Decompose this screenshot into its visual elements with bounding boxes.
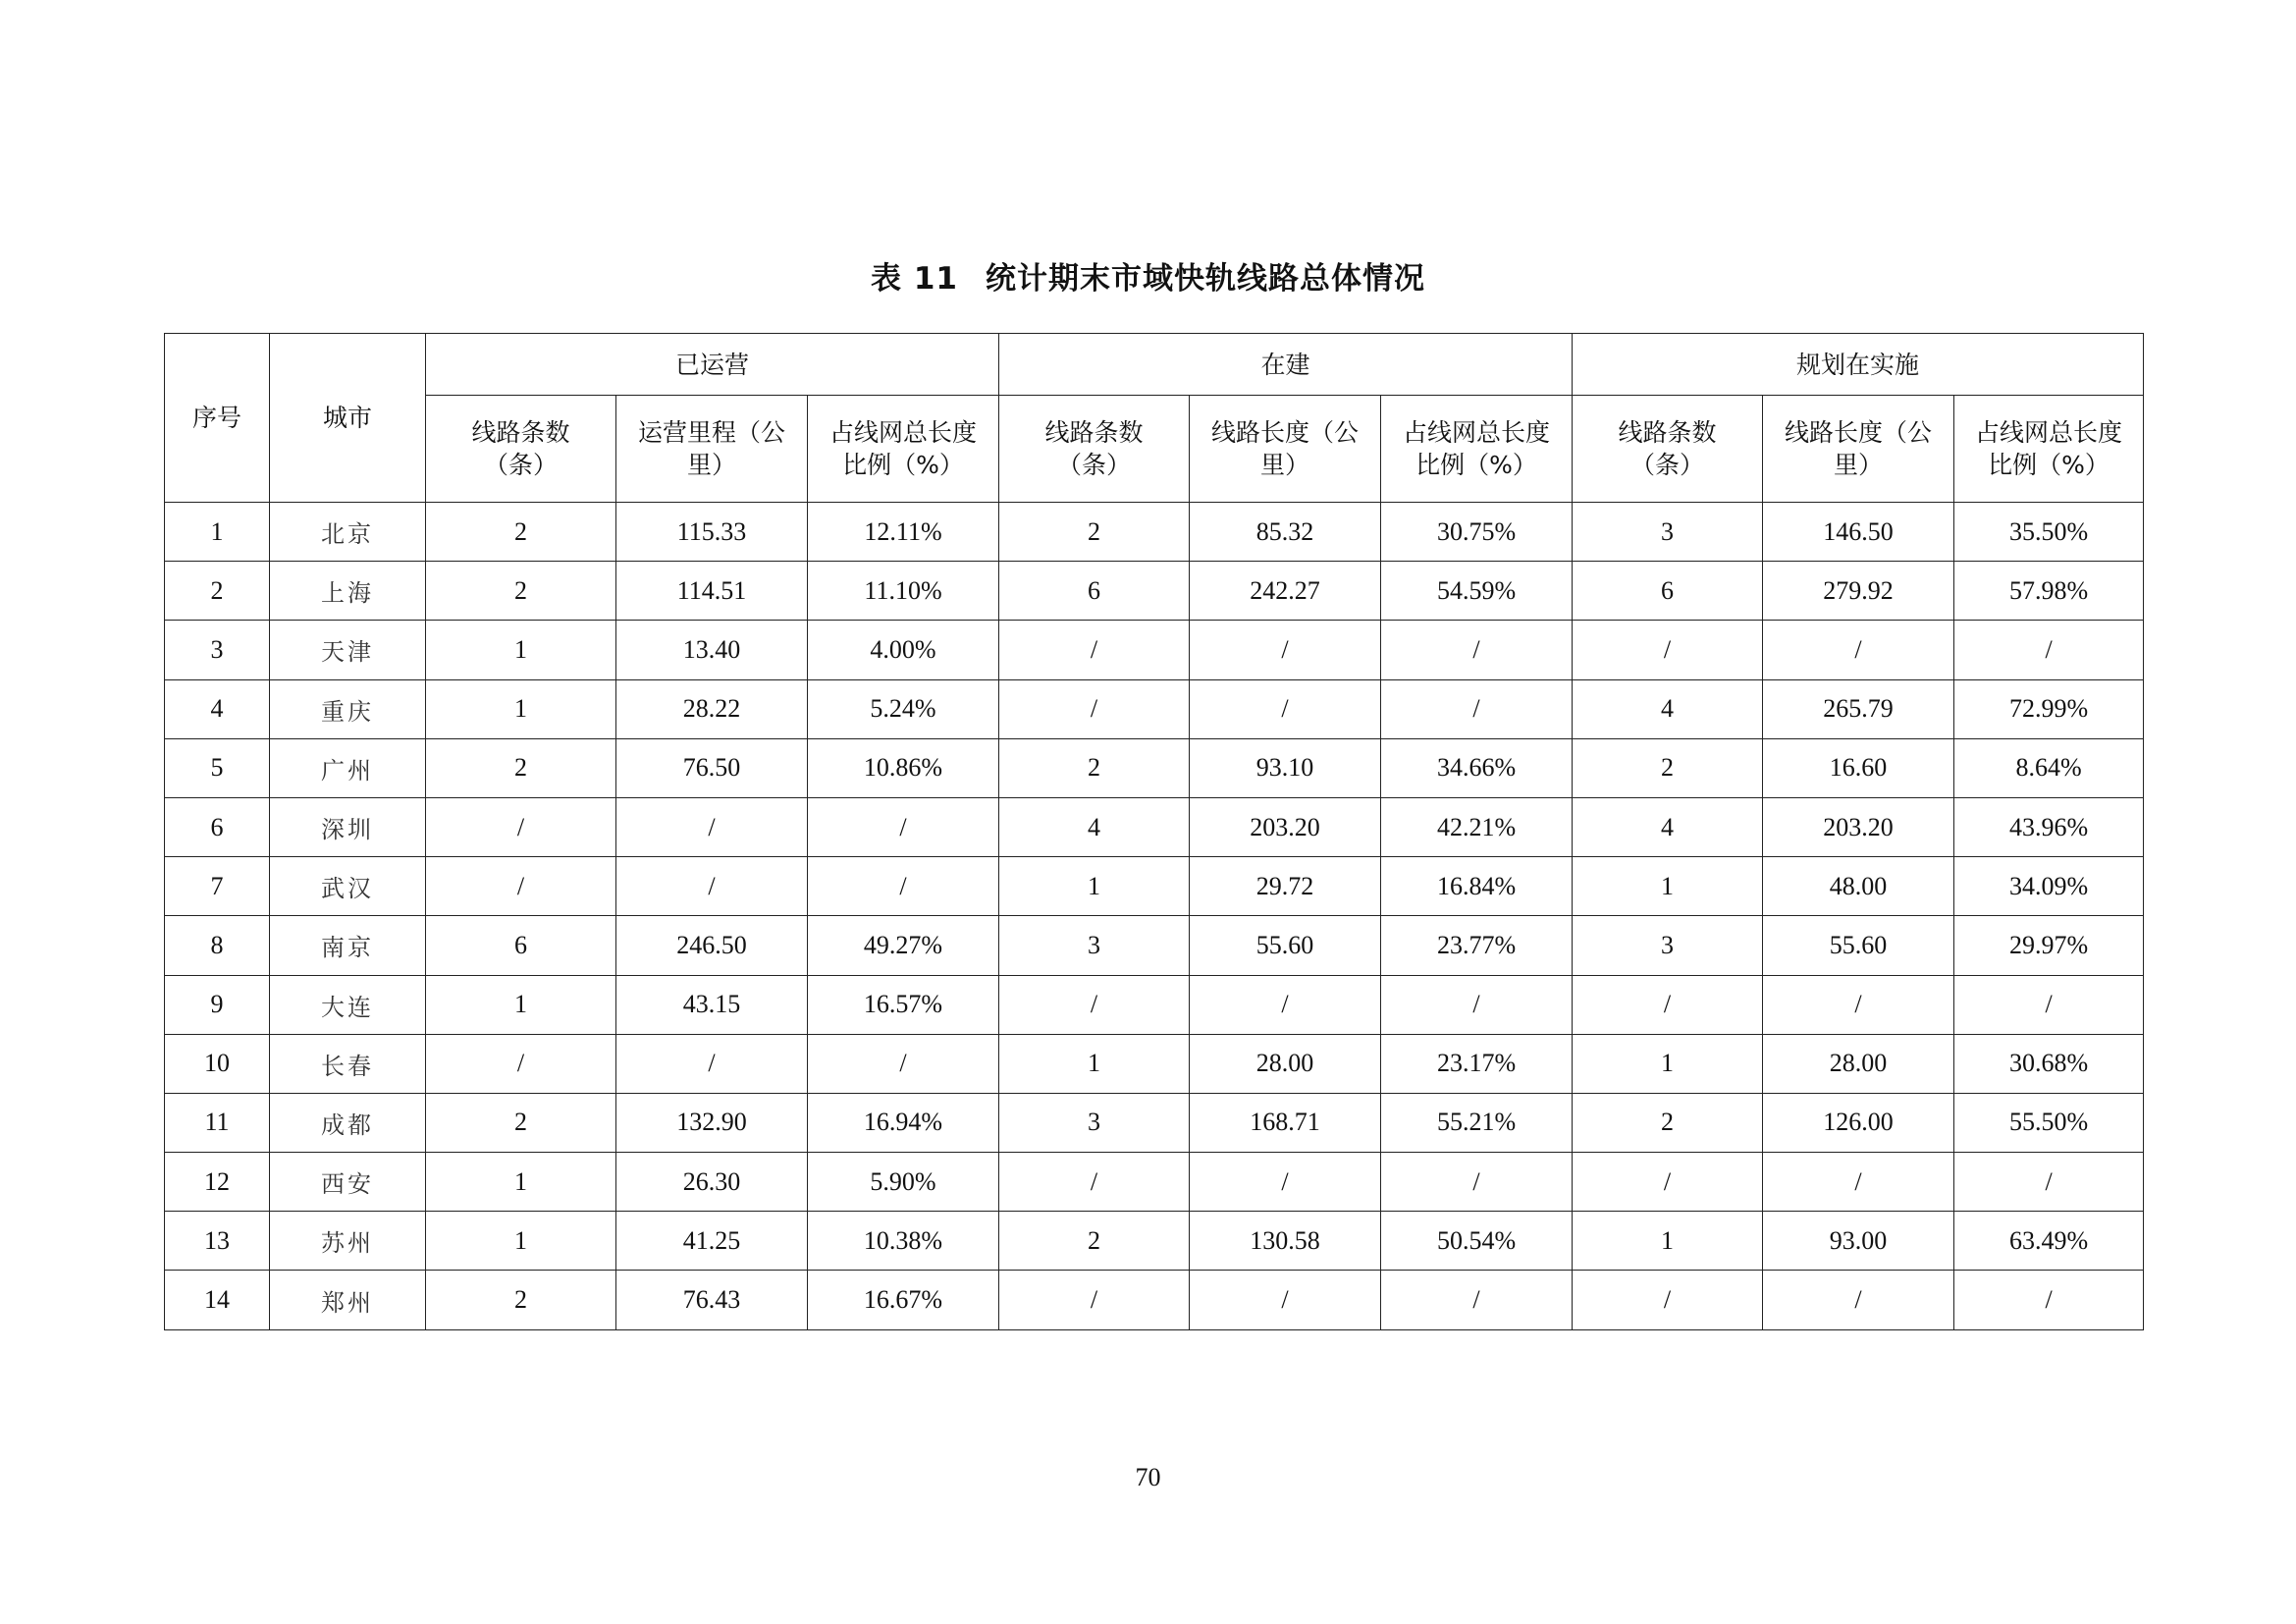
- table-row: [165, 562, 2144, 621]
- cell-index: 12: [165, 1153, 270, 1212]
- header-index: 序号: [165, 334, 270, 503]
- table-row: [165, 1271, 2144, 1329]
- cell-uc-length: 28.00: [1190, 1034, 1381, 1093]
- cell-index: 8: [165, 916, 270, 975]
- cell-op-lines: 2: [426, 1093, 616, 1152]
- cell-index: 1: [165, 503, 270, 562]
- cell-uc-lines: 4: [999, 797, 1190, 856]
- cell-pl-ratio: 43.96%: [1954, 797, 2144, 856]
- cell-uc-ratio: 23.17%: [1381, 1034, 1573, 1093]
- cell-pl-ratio: /: [1954, 1153, 2144, 1212]
- cell-op-length: 28.22: [616, 679, 808, 738]
- cell-op-ratio: /: [808, 1034, 999, 1093]
- cell-pl-length: 93.00: [1763, 1212, 1954, 1271]
- cell-pl-lines: /: [1573, 975, 1763, 1034]
- header-group-planned: 规划在实施: [1573, 334, 2144, 396]
- cell-uc-lines: /: [999, 975, 1190, 1034]
- cell-city: 成都: [270, 1093, 426, 1152]
- cell-op-length: 41.25: [616, 1212, 808, 1271]
- header-city: 城市: [270, 334, 426, 503]
- cell-op-ratio: 5.24%: [808, 679, 999, 738]
- cell-uc-lines: 6: [999, 562, 1190, 621]
- cell-index: 14: [165, 1271, 270, 1329]
- cell-pl-ratio: 30.68%: [1954, 1034, 2144, 1093]
- cell-pl-ratio: /: [1954, 621, 2144, 679]
- cell-uc-ratio: /: [1381, 679, 1573, 738]
- cell-uc-lines: 3: [999, 916, 1190, 975]
- table-row: [165, 975, 2144, 1034]
- cell-op-length: 76.50: [616, 738, 808, 797]
- cell-uc-length: /: [1190, 1271, 1381, 1329]
- cell-index: 9: [165, 975, 270, 1034]
- cell-op-lines: 1: [426, 975, 616, 1034]
- cell-city: 武汉: [270, 857, 426, 916]
- cell-city: 北京: [270, 503, 426, 562]
- cell-pl-ratio: 29.97%: [1954, 916, 2144, 975]
- cell-uc-ratio: 30.75%: [1381, 503, 1573, 562]
- cell-uc-lines: 1: [999, 857, 1190, 916]
- table-row: [165, 797, 2144, 856]
- table-body: [165, 503, 2144, 1330]
- cell-index: 7: [165, 857, 270, 916]
- cell-pl-length: 126.00: [1763, 1093, 1954, 1152]
- cell-pl-length: 265.79: [1763, 679, 1954, 738]
- cell-index: 2: [165, 562, 270, 621]
- cell-pl-lines: 1: [1573, 1212, 1763, 1271]
- cell-pl-length: 48.00: [1763, 857, 1954, 916]
- cell-uc-length: /: [1190, 621, 1381, 679]
- header-sub-0-1: 运营里程（公里）: [616, 396, 808, 503]
- cell-pl-ratio: 8.64%: [1954, 738, 2144, 797]
- cell-op-length: /: [616, 797, 808, 856]
- cell-pl-ratio: /: [1954, 1271, 2144, 1329]
- cell-city: 深圳: [270, 797, 426, 856]
- cell-pl-ratio: 57.98%: [1954, 562, 2144, 621]
- cell-city: 大连: [270, 975, 426, 1034]
- cell-op-lines: 1: [426, 621, 616, 679]
- cell-op-length: /: [616, 857, 808, 916]
- cell-city: 郑州: [270, 1271, 426, 1329]
- cell-op-ratio: 16.57%: [808, 975, 999, 1034]
- cell-uc-ratio: 54.59%: [1381, 562, 1573, 621]
- table-title: [0, 253, 2296, 298]
- cell-uc-ratio: /: [1381, 1153, 1573, 1212]
- cell-pl-length: /: [1763, 621, 1954, 679]
- cell-pl-ratio: 55.50%: [1954, 1093, 2144, 1152]
- cell-index: 5: [165, 738, 270, 797]
- cell-pl-lines: 1: [1573, 1034, 1763, 1093]
- cell-op-ratio: /: [808, 797, 999, 856]
- cell-uc-lines: /: [999, 1271, 1190, 1329]
- table-row: [165, 1153, 2144, 1212]
- header-sub-1-0: 线路条数（条）: [999, 396, 1190, 503]
- cell-city: 长春: [270, 1034, 426, 1093]
- header-sub-1-1: 线路长度（公里）: [1190, 396, 1381, 503]
- cell-op-length: 246.50: [616, 916, 808, 975]
- table-row: [165, 738, 2144, 797]
- cell-city: 南京: [270, 916, 426, 975]
- cell-city: 广州: [270, 738, 426, 797]
- table-row: [165, 1212, 2144, 1271]
- cell-uc-length: 203.20: [1190, 797, 1381, 856]
- cell-index: 3: [165, 621, 270, 679]
- cell-uc-ratio: 50.54%: [1381, 1212, 1573, 1271]
- cell-pl-length: 203.20: [1763, 797, 1954, 856]
- cell-uc-ratio: 16.84%: [1381, 857, 1573, 916]
- cell-pl-lines: 2: [1573, 1093, 1763, 1152]
- table-caption: 统计期末市域快轨线路总体情况: [985, 261, 1425, 297]
- table-row: [165, 1093, 2144, 1152]
- cell-index: 11: [165, 1093, 270, 1152]
- cell-op-ratio: 5.90%: [808, 1153, 999, 1212]
- cell-pl-length: 16.60: [1763, 738, 1954, 797]
- cell-op-ratio: 4.00%: [808, 621, 999, 679]
- cell-index: 10: [165, 1034, 270, 1093]
- cell-uc-ratio: /: [1381, 1271, 1573, 1329]
- cell-uc-length: 242.27: [1190, 562, 1381, 621]
- cell-op-length: 114.51: [616, 562, 808, 621]
- cell-uc-length: 130.58: [1190, 1212, 1381, 1271]
- cell-uc-lines: 2: [999, 738, 1190, 797]
- cell-uc-length: 29.72: [1190, 857, 1381, 916]
- cell-pl-length: /: [1763, 1153, 1954, 1212]
- cell-pl-lines: 4: [1573, 797, 1763, 856]
- cell-uc-ratio: /: [1381, 975, 1573, 1034]
- cell-uc-ratio: /: [1381, 621, 1573, 679]
- cell-op-lines: 1: [426, 1153, 616, 1212]
- cell-uc-ratio: 42.21%: [1381, 797, 1573, 856]
- cell-city: 苏州: [270, 1212, 426, 1271]
- cell-index: 6: [165, 797, 270, 856]
- cell-index: 13: [165, 1212, 270, 1271]
- cell-pl-ratio: 35.50%: [1954, 503, 2144, 562]
- table-number: 表 11: [871, 261, 958, 297]
- header-sub-0-2: 占线网总长度比例（%）: [808, 396, 999, 503]
- cell-op-ratio: 11.10%: [808, 562, 999, 621]
- cell-pl-lines: 1: [1573, 857, 1763, 916]
- cell-op-length: 76.43: [616, 1271, 808, 1329]
- cell-uc-length: 85.32: [1190, 503, 1381, 562]
- cell-op-length: 132.90: [616, 1093, 808, 1152]
- cell-op-lines: 1: [426, 1212, 616, 1271]
- cell-uc-lines: 2: [999, 1212, 1190, 1271]
- cell-op-lines: /: [426, 797, 616, 856]
- table-row: [165, 679, 2144, 738]
- cell-op-ratio: 16.94%: [808, 1093, 999, 1152]
- cell-pl-ratio: /: [1954, 975, 2144, 1034]
- cell-uc-length: 93.10: [1190, 738, 1381, 797]
- cell-uc-lines: 1: [999, 1034, 1190, 1093]
- cell-op-ratio: 10.86%: [808, 738, 999, 797]
- cell-index: 4: [165, 679, 270, 738]
- cell-op-length: /: [616, 1034, 808, 1093]
- cell-pl-length: /: [1763, 1271, 1954, 1329]
- cell-uc-length: 55.60: [1190, 916, 1381, 975]
- cell-op-lines: 2: [426, 562, 616, 621]
- cell-pl-length: 146.50: [1763, 503, 1954, 562]
- cell-pl-lines: /: [1573, 1153, 1763, 1212]
- cell-pl-lines: /: [1573, 1271, 1763, 1329]
- header-group-under-construction: 在建: [999, 334, 1573, 396]
- cell-city: 重庆: [270, 679, 426, 738]
- table-row: [165, 857, 2144, 916]
- cell-op-ratio: /: [808, 857, 999, 916]
- header-sub-2-0: 线路条数（条）: [1573, 396, 1763, 503]
- header-group-operating: 已运营: [426, 334, 999, 396]
- cell-pl-ratio: 63.49%: [1954, 1212, 2144, 1271]
- cell-uc-lines: 2: [999, 503, 1190, 562]
- cell-uc-ratio: 23.77%: [1381, 916, 1573, 975]
- cell-uc-lines: /: [999, 679, 1190, 738]
- cell-op-lines: 2: [426, 503, 616, 562]
- cell-pl-lines: /: [1573, 621, 1763, 679]
- cell-uc-lines: /: [999, 621, 1190, 679]
- cell-op-length: 13.40: [616, 621, 808, 679]
- header-sub-2-2: 占线网总长度比例（%）: [1954, 396, 2144, 503]
- cell-op-lines: /: [426, 1034, 616, 1093]
- cell-uc-length: /: [1190, 975, 1381, 1034]
- cell-op-ratio: 49.27%: [808, 916, 999, 975]
- cell-pl-length: 55.60: [1763, 916, 1954, 975]
- cell-op-lines: 2: [426, 738, 616, 797]
- cell-pl-lines: 6: [1573, 562, 1763, 621]
- cell-uc-ratio: 34.66%: [1381, 738, 1573, 797]
- cell-pl-lines: 2: [1573, 738, 1763, 797]
- cell-city: 天津: [270, 621, 426, 679]
- cell-op-lines: 1: [426, 679, 616, 738]
- cell-uc-lines: 3: [999, 1093, 1190, 1152]
- cell-op-ratio: 12.11%: [808, 503, 999, 562]
- header-sub-row: [165, 396, 2144, 503]
- cell-op-length: 115.33: [616, 503, 808, 562]
- cell-city: 西安: [270, 1153, 426, 1212]
- page-number: 70: [1135, 1463, 1161, 1491]
- cell-op-lines: /: [426, 857, 616, 916]
- header-sub-0-0: 线路条数（条）: [426, 396, 616, 503]
- cell-op-lines: 2: [426, 1271, 616, 1329]
- cell-uc-length: /: [1190, 679, 1381, 738]
- cell-uc-ratio: 55.21%: [1381, 1093, 1573, 1152]
- table-row: [165, 621, 2144, 679]
- cell-pl-length: 28.00: [1763, 1034, 1954, 1093]
- cell-op-ratio: 10.38%: [808, 1212, 999, 1271]
- cell-pl-ratio: 72.99%: [1954, 679, 2144, 738]
- cell-op-lines: 6: [426, 916, 616, 975]
- cell-pl-lines: 4: [1573, 679, 1763, 738]
- rail-lines-table: [164, 333, 2144, 1330]
- cell-pl-length: /: [1763, 975, 1954, 1034]
- cell-op-length: 43.15: [616, 975, 808, 1034]
- cell-uc-length: 168.71: [1190, 1093, 1381, 1152]
- header-sub-2-1: 线路长度（公里）: [1763, 396, 1954, 503]
- table-row: [165, 916, 2144, 975]
- cell-uc-length: /: [1190, 1153, 1381, 1212]
- table-row: [165, 503, 2144, 562]
- cell-pl-ratio: 34.09%: [1954, 857, 2144, 916]
- header-sub-1-2: 占线网总长度比例（%）: [1381, 396, 1573, 503]
- cell-pl-length: 279.92: [1763, 562, 1954, 621]
- table-row: [165, 1034, 2144, 1093]
- cell-op-ratio: 16.67%: [808, 1271, 999, 1329]
- cell-uc-lines: /: [999, 1153, 1190, 1212]
- cell-city: 上海: [270, 562, 426, 621]
- cell-pl-lines: 3: [1573, 916, 1763, 975]
- cell-pl-lines: 3: [1573, 503, 1763, 562]
- header-group-row: [165, 334, 2144, 396]
- cell-op-length: 26.30: [616, 1153, 808, 1212]
